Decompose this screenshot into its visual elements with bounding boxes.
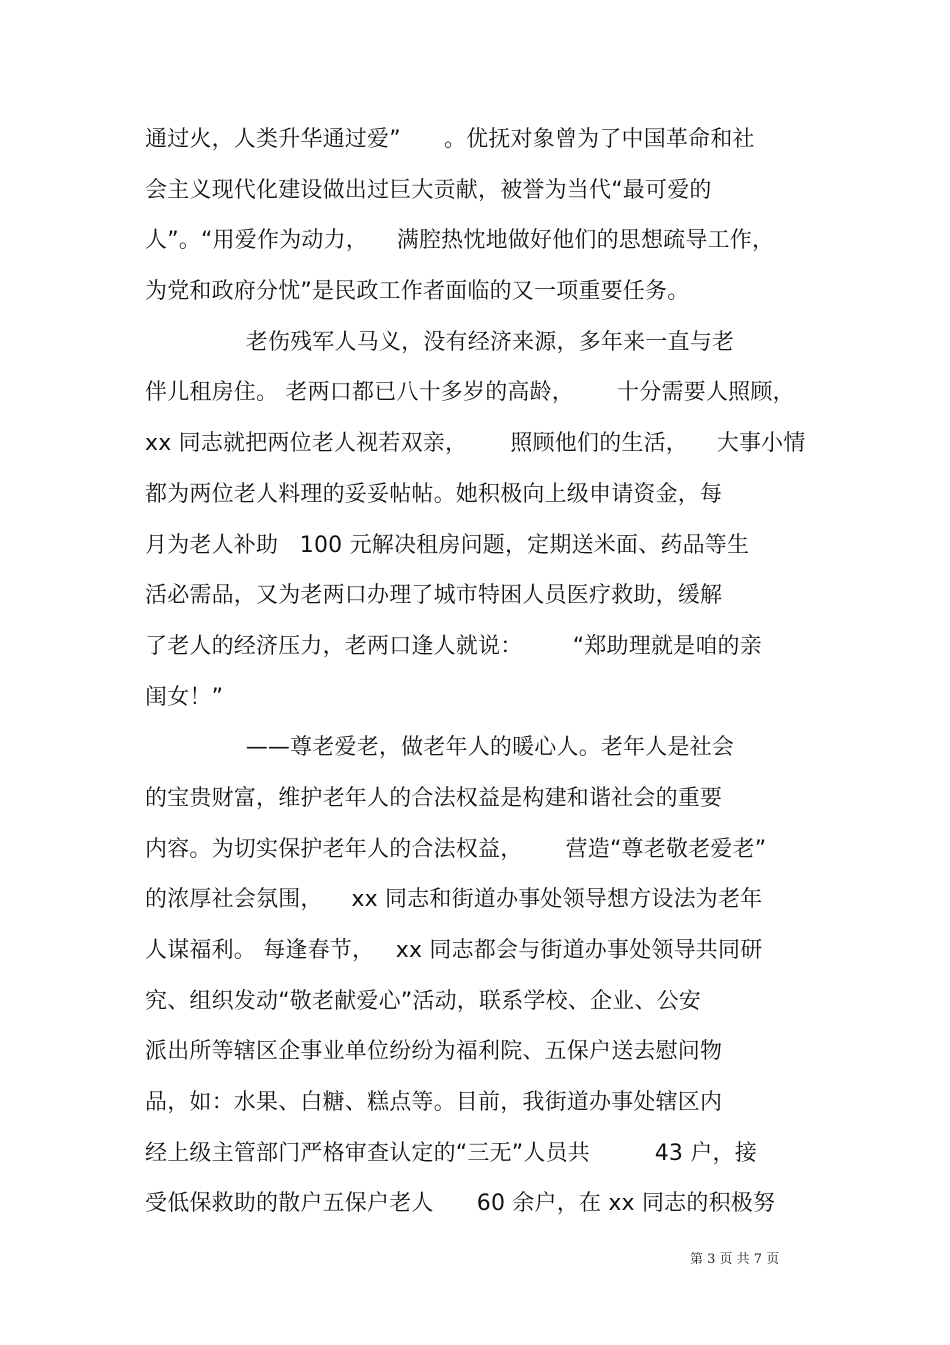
text-line: 通过火，人类升华通过爱” 。优抚对象曾为了中国革命和社 xyxy=(145,127,755,152)
text-line: 都为两位老人料理的妥妥帖帖。她积极向上级申请资金，每 xyxy=(145,481,723,507)
text-line: 派出所等辖区企事业单位纷纷为福利院、五保户送去慰问物 xyxy=(145,1039,723,1065)
text-line: 伴儿租房住。 老两口都已八十多岁的高龄， 十分需要人照顾， xyxy=(145,380,795,406)
body-text xyxy=(145,115,825,1230)
text-line: 经上级主管部门严格审查认定的“三无”人员共 43 户，接 xyxy=(145,1140,757,1166)
page-number: 第 3 页 共 7 页 xyxy=(690,1252,780,1267)
text-line: 受低保救助的散户五保户老人 60 余户，在 xx 同志的积极努 xyxy=(145,1191,776,1217)
text-line: 的宝贵财富，维护老年人的合法权益是构建和谐社会的重要 xyxy=(145,785,723,811)
text-line: 内容。为切实保护老年人的合法权益， 营造“尊老敬老爱老” xyxy=(145,836,767,862)
text-line: 究、组织发动“敬老献爱心”活动，联系学校、企业、公安 xyxy=(145,988,701,1014)
text-line: 为党和政府分忧”是民政工作者面临的又一项重要任务。 xyxy=(145,279,690,305)
text-line: 了老人的经济压力，老两口逢人就说： “郑助理就是咱的亲 xyxy=(145,633,762,659)
text-line: 月为老人补助 100 元解决租房问题，定期送米面、药品等生 xyxy=(145,532,750,558)
text-line: 人”。“用爱作为动力， 满腔热忱地做好他们的思想疏导工作， xyxy=(145,228,775,254)
text-line: 老伤残军人马义，没有经济来源，多年来一直与老 xyxy=(145,329,735,355)
text-line: 会主义现代化建设做出过巨大贡献，被誉为当代“最可爱的 xyxy=(145,177,712,203)
text-line: 活必需品，又为老两口办理了城市特困人员医疗救助，缓解 xyxy=(145,583,723,609)
text-line: xx 同志就把两位老人视若双亲， 照顾他们的生活， 大事小情 xyxy=(145,431,806,457)
text-line: ——尊老爱老，做老年人的暖心人。老年人是社会 xyxy=(145,735,735,761)
text-line: 人谋福利。 每逢春节， xx 同志都会与街道办事处领导共同研 xyxy=(145,938,763,963)
text-line: 的浓厚社会氛围， xx 同志和街道办事处领导想方设法为老年 xyxy=(145,887,763,913)
text-line: 品，如：水果、白糖、糕点等。目前，我街道办事处辖区内 xyxy=(145,1090,723,1116)
text-line: 闺女！” xyxy=(145,684,224,710)
